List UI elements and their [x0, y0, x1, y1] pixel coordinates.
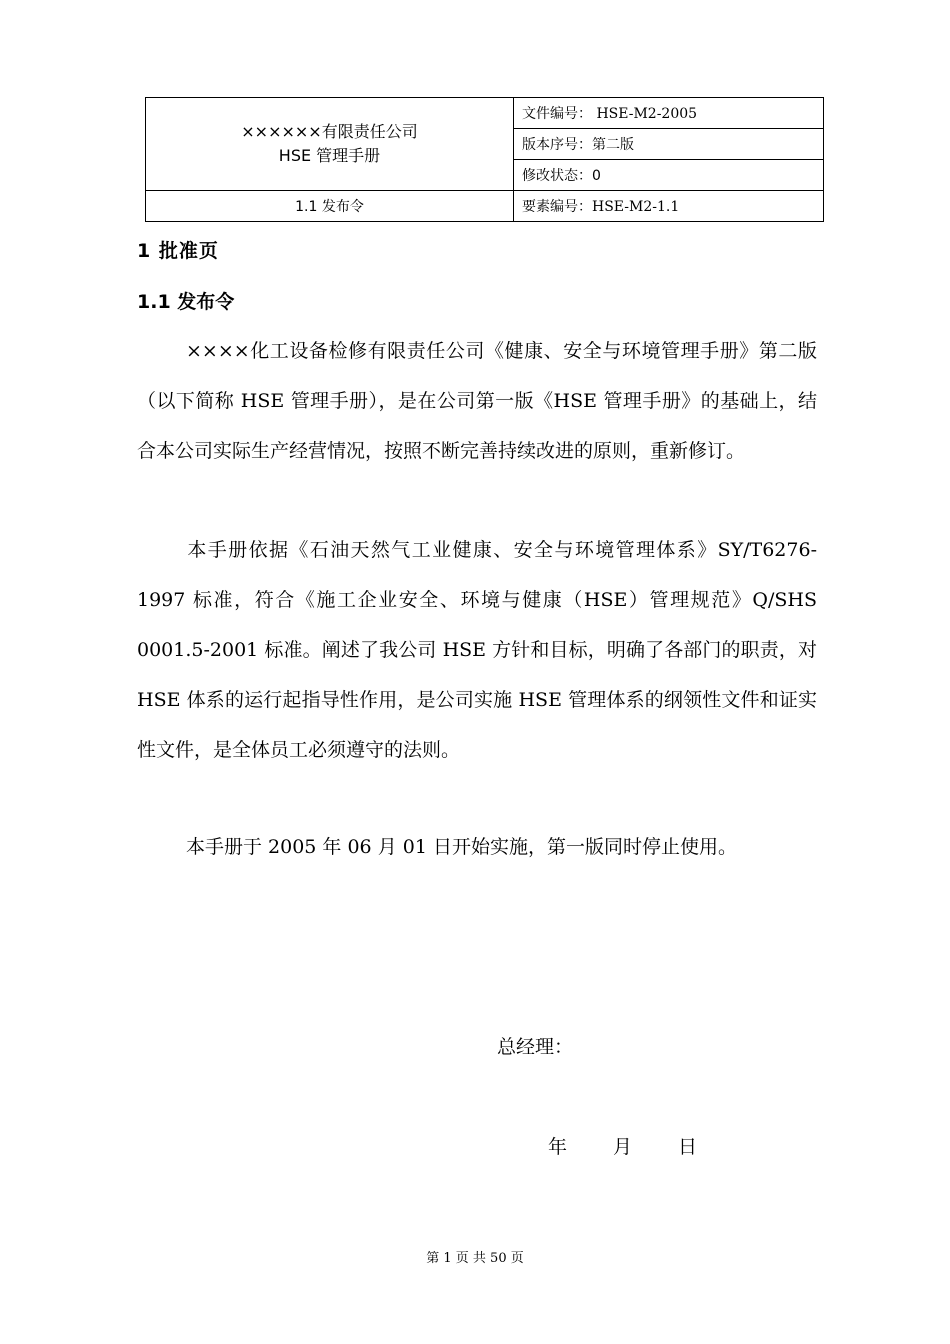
version-cell	[514, 129, 824, 160]
version-value: 第二版	[592, 137, 634, 153]
paragraph-1	[137, 326, 817, 476]
paragraph-2-text: 本手册依据《石油天然气工业健康、安全与环境管理体系》SY/T6276-1997 标准，符合《施工企业安全、环境与健康（HSE）管理规范》Q/SHS 0001.5-2001 标准。阐述了我公司 HSE 方针和目标，明确了各部门的职责，对 HSE 体系的运行起指导性作用，是公司实施 HSE 管理体系的纲领性文件和证实性文件，是全体员工必须遵守的法则。	[137, 539, 817, 761]
paragraph-3-text: 本手册于 2005 年 06 月 01 日开始实施，第一版同时停止使用。	[186, 836, 737, 858]
doc-number-value: HSE-M2-2005	[596, 106, 698, 122]
revision-value: 0	[592, 168, 601, 184]
paragraph-3	[137, 822, 817, 872]
doc-number-cell	[514, 98, 824, 129]
heading-release-order: 1.1 发布令	[137, 291, 235, 313]
company-name: ××××××有限责任公司	[241, 122, 418, 141]
header-title-cell	[146, 98, 514, 191]
section-cell	[146, 191, 514, 222]
paragraph-2	[137, 525, 817, 775]
section-name: 1.1 发布令	[295, 199, 364, 215]
element-number-cell	[514, 191, 824, 222]
page-footer: 第 1 页 共 50 页	[426, 1251, 524, 1266]
document-header-table	[145, 97, 824, 222]
date-line	[548, 1132, 697, 1159]
date-day: 日	[678, 1136, 698, 1158]
signer-label: 总经理：	[497, 1036, 574, 1058]
element-number-value: HSE-M2-1.1	[592, 199, 680, 215]
doc-number-label: 文件编号：	[522, 106, 592, 122]
revision-cell	[514, 160, 824, 191]
element-number-label: 要素编号：	[522, 199, 592, 215]
manual-name: HSE 管理手册	[278, 146, 381, 165]
paragraph-1-text: ××××化工设备检修有限责任公司《健康、安全与环境管理手册》第二版（以下简称 HSE 管理手册），是在公司第一版《HSE 管理手册》的基础上，结合本公司实际生产经营情况，按照不断完善持续改进的原则，重新修订。	[137, 340, 817, 462]
date-year: 年	[548, 1136, 568, 1158]
version-label: 版本序号：	[522, 137, 592, 153]
revision-label: 修改状态：	[522, 168, 592, 184]
heading-approval-page: 1 批准页	[137, 240, 219, 262]
date-month: 月	[613, 1136, 633, 1158]
